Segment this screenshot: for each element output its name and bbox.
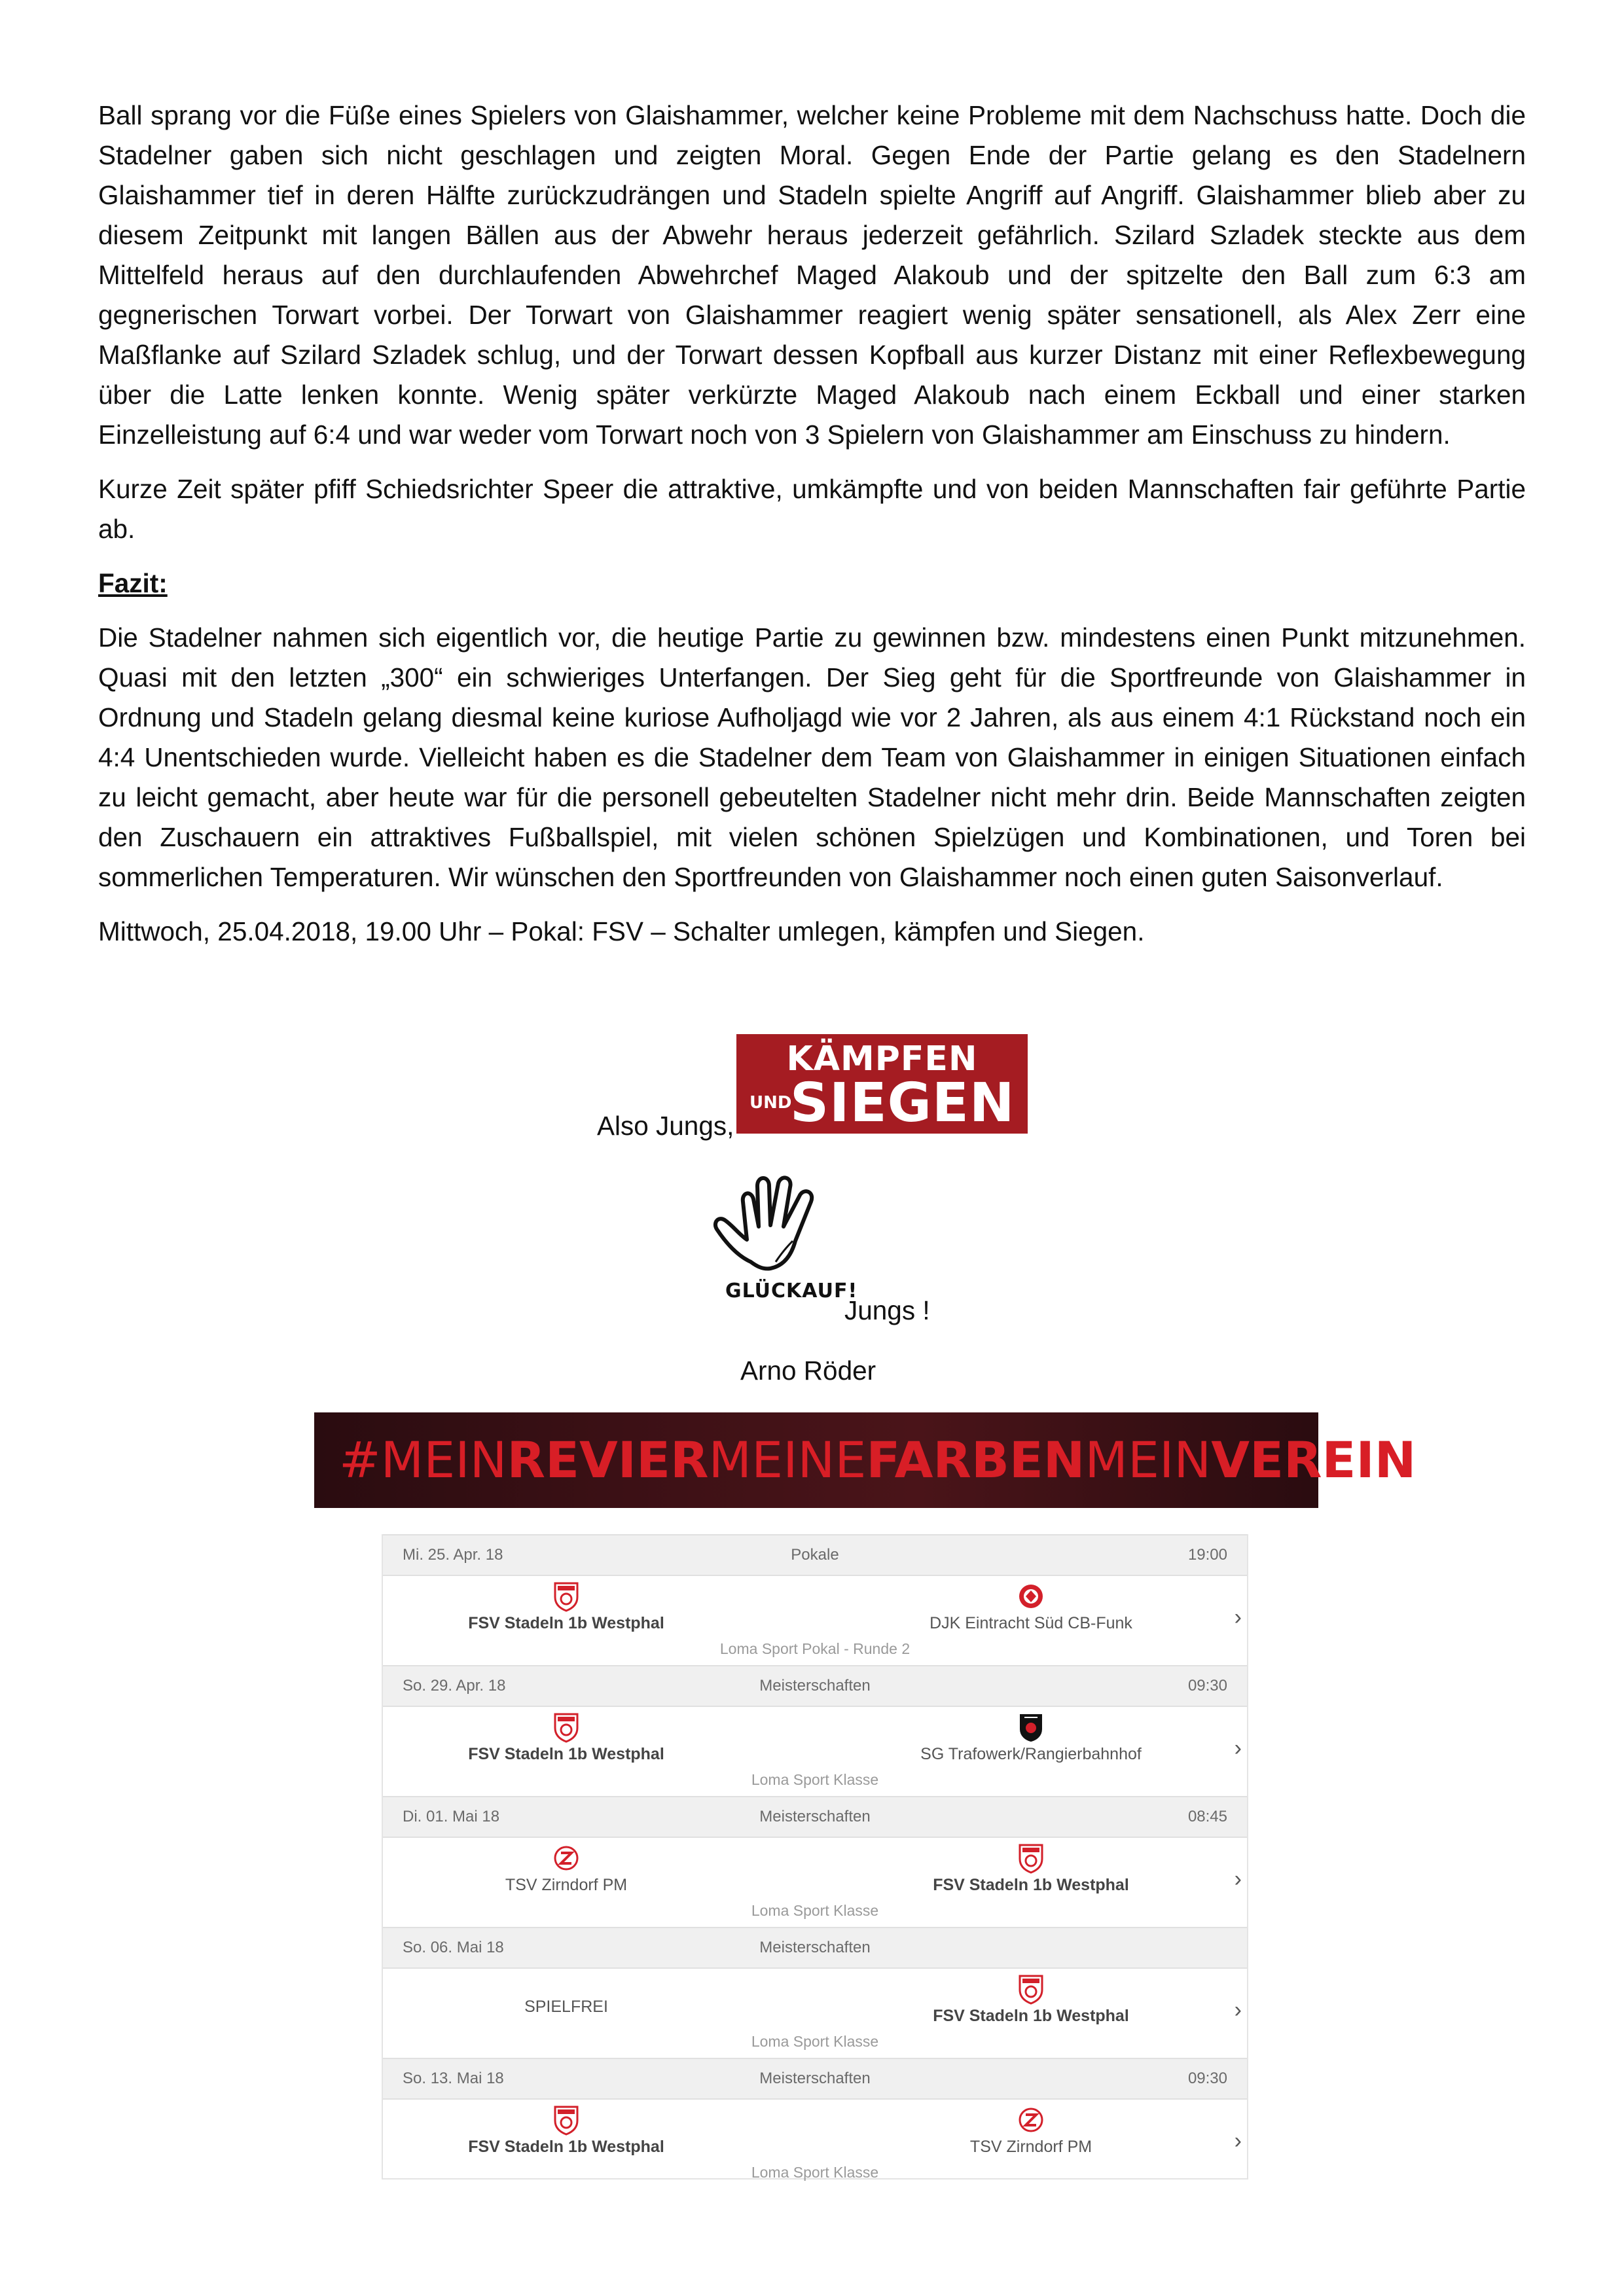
fixture-row[interactable] (383, 1838, 1247, 1927)
fixture-date: So. 29. Apr. 18 (403, 1677, 506, 1695)
away-team: FSV Stadeln 1b Westphal (933, 2007, 1129, 2025)
paragraph: Ball sprang vor die Füße eines Spielers von Glaishammer, welcher keine Probleme mit dem Nachschuss hatte. Doch die Stadelner gaben sich nicht geschlagen und zeigten Moral. Gegen Ende der Partie gelang es den Stadelnern Glaishammer tief in deren Hälfte zurückzudrängen und Stadeln spielte Angriff auf Angriff. Glaishammer blieb aber zu diesem Zeitpunkt mit langen Bällen aus der Abwehr heraus jederzeit gefährlich. Szilard Szladek steckte aus dem Mittelfeld heraus auf den durchlaufenden Abwehrchef Maged Alakoub und der spitzelte den Ball zum 6:3 am gegnerischen Torwart vorbei. Der Torwart von Glaishammer reagiert wenig später sensationell, als Alex Zerr eine Maßflanke auf Szilard Szladek schlug, und der Torwart dessen Kopfball aus kurzer Distanz mit einer Reflexbewegung über die Latte lenken konnte. Wenig später verkürzte Maged Alakoub nach einem Eckball und einer starken Einzelleistung auf 6:4 und war weder vom Torwart noch von 3 Spielern von Glaishammer am Einschuss zu hindern. (98, 100, 1526, 450)
home-team: SPIELFREI (524, 1998, 608, 2016)
fixture-date: Mi. 25. Apr. 18 (403, 1546, 503, 1564)
also-jungs-text: Also Jungs, (597, 1111, 734, 1141)
article-body (98, 96, 1526, 966)
fazit-paragraph: Die Stadelner nahmen sich eigentlich vor, die heutige Partie zu gewinnen bzw. mindestens einen Punkt mitzunehmen. Quasi mit den letzten „300“ ein schwieriges Unterfangen. Der Sieg geht für die Sportfreunde von Glaishammer in Ordnung und Stadeln gelang diesmal keine kuriose Aufholjagd wie vor 2 Jahren, als aus einem 4:1 Rückstand noch ein 4:4 Unentschieden wurde. Vielleicht haben es die Stadelner dem Team von Glaishammer in einigen Situationen einfach zu leicht gemacht, aber heute war für die personell gebeutelten Stadelner nicht mehr drin. Beide Mannschaften zeigten den Zuschauern ein attraktives Fußballspiel, mit vielen schönen Spielzügen und Kombinationen, und Toren bei sommerlichen Temperaturen. Wir wünschen den Sportfreunden von Glaishammer noch einen guten Saisonverlauf. (98, 622, 1526, 892)
logo-bottom-text: SIEGEN (790, 1072, 1015, 1134)
away-crest-icon (1018, 1974, 1044, 2004)
logo-und-text: UND (749, 1093, 792, 1113)
fixture-time: 08:45 (1187, 1808, 1227, 1825)
fixture-time: 09:30 (1187, 1677, 1227, 1695)
fixture-competition: Meisterschaften (759, 1939, 871, 1956)
home-team: FSV Stadeln 1b Westphal (468, 2138, 664, 2156)
chevron-right-icon[interactable]: › (1234, 1998, 1242, 2022)
fixture-time: 09:30 (1187, 2070, 1227, 2087)
home-crest-icon (553, 1843, 579, 1873)
fixture-league: Loma Sport Klasse (751, 2033, 879, 2050)
fixture-header (383, 1534, 1247, 1576)
away-team: TSV Zirndorf PM (969, 2138, 1092, 2156)
banner-part: MEIN (1085, 1431, 1212, 1489)
banner-part: VEREIN (1211, 1431, 1416, 1489)
home-crest-icon (553, 1581, 579, 1611)
away-crest-icon (1018, 2105, 1044, 2135)
banner-part: FARBEN (866, 1431, 1085, 1489)
chevron-right-icon[interactable]: › (1234, 1605, 1242, 1630)
chevron-right-icon[interactable]: › (1234, 1867, 1242, 1892)
jungs-text: Jungs ! (844, 1295, 930, 1325)
banner-slogan (339, 1432, 1416, 1488)
fixture-competition: Meisterschaften (759, 1808, 871, 1825)
next-match-line: Mittwoch, 25.04.2018, 19.00 Uhr – Pokal: FSV – Schalter umlegen, kämpfen und Siegen. (98, 916, 1145, 946)
away-crest-icon (1018, 1843, 1044, 1873)
kaempfen-und-siegen-logo (736, 1034, 1028, 1134)
fixture-row[interactable] (383, 1969, 1247, 2058)
fixture-competition: Pokale (791, 1546, 839, 1564)
fazit-heading: Fazit: (98, 568, 168, 598)
fixture-row[interactable] (383, 1576, 1247, 1665)
fixture-time: 19:00 (1187, 1546, 1227, 1564)
away-team: SG Trafowerk/Rangierbahnhof (920, 1745, 1142, 1763)
author-name: Arno Röder (740, 1355, 876, 1386)
fixture-list (382, 1534, 1248, 2179)
fixture-league: Loma Sport Klasse (751, 2164, 879, 2181)
fixture-header (383, 1796, 1247, 1838)
home-team: FSV Stadeln 1b Westphal (468, 1614, 664, 1632)
chevron-right-icon[interactable]: › (1234, 1736, 1242, 1761)
fixture-header (383, 2058, 1247, 2100)
home-crest-icon (553, 2105, 579, 2135)
fixture-row[interactable] (383, 2100, 1247, 2181)
fixture-competition: Meisterschaften (759, 1677, 871, 1695)
banner-part: REVIER (507, 1431, 709, 1489)
fixture-competition: Meisterschaften (759, 2070, 871, 2087)
home-team: FSV Stadeln 1b Westphal (468, 1745, 664, 1763)
fixture-header (383, 1665, 1247, 1707)
glueckauf-text: GLÜCKAUF! (725, 1280, 858, 1302)
logo-top-text: KÄMPFEN (786, 1039, 978, 1079)
home-team: TSV Zirndorf PM (505, 1876, 628, 1894)
vulcan-salute-hand-icon (710, 1164, 841, 1295)
fixture-header (383, 1927, 1247, 1969)
away-team: FSV Stadeln 1b Westphal (933, 1876, 1129, 1894)
paragraph: Kurze Zeit später pfiff Schiedsrichter Speer die attraktive, umkämpfte und von beiden Mannschaften fair geführte Partie ab. (98, 474, 1526, 544)
chevron-right-icon[interactable]: › (1234, 2128, 1242, 2153)
fixture-date: So. 06. Mai 18 (403, 1939, 504, 1956)
fixture-league: Loma Sport Klasse (751, 1771, 879, 1788)
home-crest-icon (553, 1712, 579, 1742)
banner-part: #MEIN (339, 1431, 507, 1489)
fixture-league: Loma Sport Pokal - Runde 2 (719, 1640, 911, 1657)
away-team: DJK Eintracht Süd CB-Funk (929, 1614, 1132, 1632)
fixture-date: Di. 01. Mai 18 (403, 1808, 500, 1825)
away-crest-icon (1018, 1712, 1044, 1742)
fixture-league: Loma Sport Klasse (751, 1902, 879, 1919)
fixture-date: So. 13. Mai 18 (403, 2070, 504, 2087)
banner-part: MEINE (708, 1431, 867, 1489)
fixture-row[interactable] (383, 1707, 1247, 1796)
away-crest-icon (1018, 1581, 1044, 1611)
mein-revier-banner (314, 1412, 1416, 1508)
